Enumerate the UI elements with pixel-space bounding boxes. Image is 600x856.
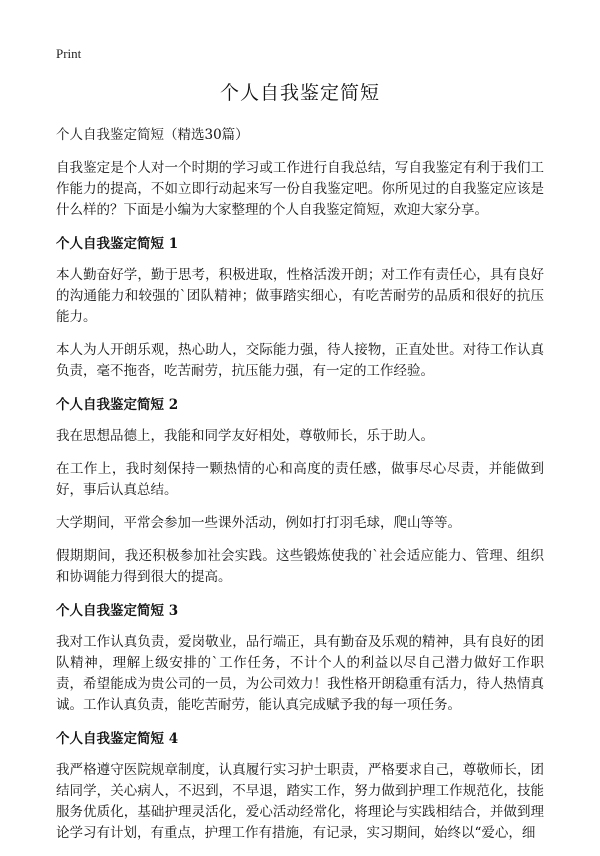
section-paragraph: 在工作上，我时刻保持一颗热情的心和高度的责任感，做事尽心尽责，并能做到好，事后认真总结。 (56, 461, 544, 498)
section-paragraph: 本人为人开朗乐观，热心助人，交际能力强，待人接物，正直处世。对待工作认真负责，毫不拖沓，吃苦耐劳，抗压能力强，有一定的工作经验。 (56, 342, 544, 379)
section-4 (56, 728, 544, 844)
document-subtitle: 个人自我鉴定简短（精选30篇） (56, 127, 249, 143)
section-paragraph: 我严格遵守医院规章制度，认真履行实习护士职责，严格要求自己，尊敬师长，团结同学，关心病人，不迟到，不早退，踏实工作，努力做到护理工作规范化，技能服务优质化，基础护理灵活化，爱心活动经常化，将理论与实践相结合，并做到理论学习有计划，有重点，护理工作有措施，有记录，实习期间，始终以“爱心，细 (56, 762, 544, 841)
section-paragraph: 假期期间，我还积极参加社会实践。这些锻炼使我的`社会适应能力、管理、组织和协调能力得到很大的提高。 (56, 548, 544, 585)
section-heading: 个人自我鉴定简短 2 (56, 397, 179, 413)
section-heading: 个人自我鉴定简短 1 (56, 236, 179, 252)
section-paragraph: 大学期间，平常会参加一些课外活动，例如打打羽毛球，爬山等等。 (56, 515, 461, 531)
page-title: 个人自我鉴定简短 (219, 82, 380, 104)
intro-paragraph: 自我鉴定是个人对一个时期的学习或工作进行自我总结，写自我鉴定有利于我们工作能力的提高，不如立即行动起来写一份自我鉴定吧。你所见过的自我鉴定应该是什么样的？下面是小编为大家整理的个人自我鉴定简短，欢迎大家分享。 (56, 160, 544, 218)
section-3 (56, 600, 544, 716)
section-paragraph: 我对工作认真负责，爱岗敬业，品行端正，具有勤奋及乐观的精神，具有良好的团队精神，理解上级安排的`工作任务，不计个人的利益以尽自己潜力做好工作职责，希望能成为贵公司的一员，为公司效力！我性格开朗稳重有活力，待人热情真诚。工作认真负责，能吃苦耐劳，能认真完成赋予我的每一项任务。 (56, 634, 544, 713)
section-paragraph: 我在思想品德上，我能和同学友好相处，尊敬师长，乐于助人。 (56, 428, 434, 444)
section-2 (56, 394, 544, 588)
section-1 (56, 233, 544, 382)
print-link[interactable]: Print (56, 46, 82, 61)
section-heading: 个人自我鉴定简短 4 (56, 731, 179, 747)
section-heading: 个人自我鉴定简短 3 (56, 603, 179, 619)
section-paragraph: 本人勤奋好学，勤于思考，积极进取，性格活泼开朗；对工作有责任心，具有良好的沟通能力和较强的`团队精神；做事踏实细心，有吃苦耐劳的品质和很好的抗压能力。 (56, 267, 544, 325)
document-body (56, 124, 544, 856)
